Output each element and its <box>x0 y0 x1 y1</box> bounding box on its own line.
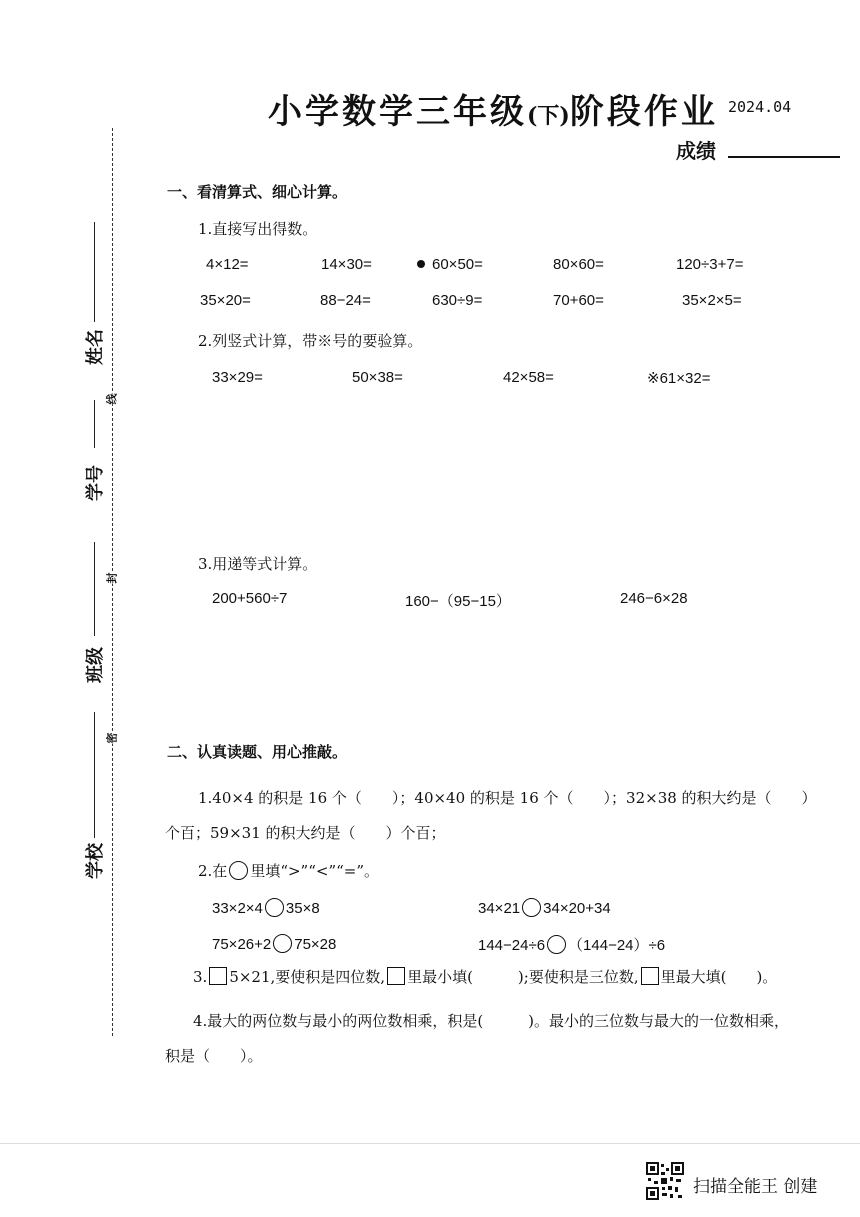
square-blank-icon <box>209 967 227 985</box>
compare-item <box>478 898 611 917</box>
section2-heading: 二、认真读题、用心推敲。 <box>167 743 348 761</box>
compare-item <box>478 934 665 955</box>
oral-calc-item: 88−24= <box>320 292 371 309</box>
school-label: 学校 <box>85 843 106 879</box>
oral-calc-item: 630÷9= <box>432 292 483 309</box>
title-tail: 阶段作业 <box>569 92 718 132</box>
s2-q2-post: 里填“>”“<”“=”。 <box>250 862 380 880</box>
qr-code-icon <box>646 1162 684 1200</box>
oral-calc-item: 35×2×5= <box>682 292 742 309</box>
compare-right: 75×28 <box>294 936 337 953</box>
s2-q1-line2: 个百；59×31 的积大约是（ ）个百； <box>165 824 446 842</box>
s2-q3 <box>193 966 777 987</box>
s2-q2-prompt <box>198 860 379 881</box>
compare-right: （144−24）÷6 <box>568 937 666 954</box>
compare-left: 144−24÷6 <box>478 937 546 954</box>
name-label: 姓名 <box>85 329 106 365</box>
circle-blank-icon <box>522 898 541 917</box>
q2-label: 2.列竖式计算，带※号的要验算。 <box>198 332 423 350</box>
circle-blank-icon <box>273 934 292 953</box>
oral-calc-item: 4×12= <box>206 256 249 273</box>
page-title <box>268 84 718 133</box>
oral-calc-item: 70+60= <box>553 292 604 309</box>
name-blank-line <box>94 222 95 322</box>
compare-left: 34×21 <box>478 900 521 917</box>
id-label: 学号 <box>85 465 106 501</box>
s2-q3-text-b: 5×21,要使积是四位数, <box>229 968 386 986</box>
compare-right: 34×20+34 <box>543 900 611 917</box>
binding-mark-close: 密 <box>105 732 119 744</box>
compare-item <box>212 898 320 917</box>
binding-mark-seal: 封 <box>105 572 119 584</box>
stepwise-calc-item: 200+560÷7 <box>212 590 288 607</box>
section1-heading: 一、看清算式、细心计算。 <box>167 183 348 201</box>
date: 2024.04 <box>728 98 792 116</box>
oral-calc-item: 35×20= <box>200 292 251 309</box>
oral-calc-item: 120÷3+7= <box>676 256 744 273</box>
s2-q4-line1: 4.最大的两位数与最小的两位数相乘，积是( )。最小的三位数与最大的一位数相乘， <box>193 1012 790 1030</box>
stepwise-calc-item: 246−6×28 <box>620 590 688 607</box>
score-blank <box>728 156 840 158</box>
q3-label: 3.用递等式计算。 <box>198 555 318 573</box>
oral-calc-item: 80×60= <box>553 256 604 273</box>
compare-right: 35×8 <box>285 900 320 917</box>
q1-label: 1.直接写出得数。 <box>198 220 318 238</box>
class-blank-line <box>94 542 95 636</box>
s2-q3-text-d: 里最大填( )。 <box>660 968 778 986</box>
compare-left: 33×2×4 <box>212 900 263 917</box>
binding-mark-line: 线 <box>105 393 119 405</box>
vertical-calc-item: 33×29= <box>212 369 263 386</box>
vertical-calc-item: ※61×32= <box>647 370 711 387</box>
vertical-calc-item: 50×38= <box>352 369 403 386</box>
oral-calc-item: 60×50= <box>432 256 483 273</box>
square-blank-icon <box>387 967 405 985</box>
circle-blank-icon <box>547 935 566 954</box>
vertical-calc-item: 42×58= <box>503 369 554 386</box>
circle-blank-icon <box>229 861 248 880</box>
school-blank-line <box>94 712 95 838</box>
s2-q3-number: 3. <box>193 968 208 986</box>
class-label: 班级 <box>85 647 106 683</box>
page-bottom-edge <box>0 1143 860 1144</box>
title-main: 小学数学三年级 <box>268 92 527 132</box>
circle-blank-icon <box>265 898 284 917</box>
s2-q1-line1: 1.40×4 的积是 16 个（ ）；40×40 的积是 16 个（ ）；32×38 的积大约是（ ） <box>198 789 817 807</box>
title-paren: (下) <box>527 103 570 129</box>
scanner-watermark: 扫描全能王 创建 <box>693 1177 818 1197</box>
score-label: 成绩 <box>676 139 716 163</box>
oral-calc-item: 14×30= <box>321 256 372 273</box>
s2-q2-pre: 2.在 <box>198 862 228 880</box>
stepwise-calc-item: 160−（95−15） <box>405 593 511 610</box>
square-blank-icon <box>641 967 659 985</box>
compare-left: 75×26+2 <box>212 936 272 953</box>
compare-item <box>212 934 336 953</box>
s2-q3-text-c: 里最小填( );要使积是三位数, <box>407 968 639 986</box>
s2-q4-line2: 积是（ ）。 <box>165 1047 263 1065</box>
ink-dot <box>417 260 425 268</box>
id-blank-line <box>94 400 95 448</box>
